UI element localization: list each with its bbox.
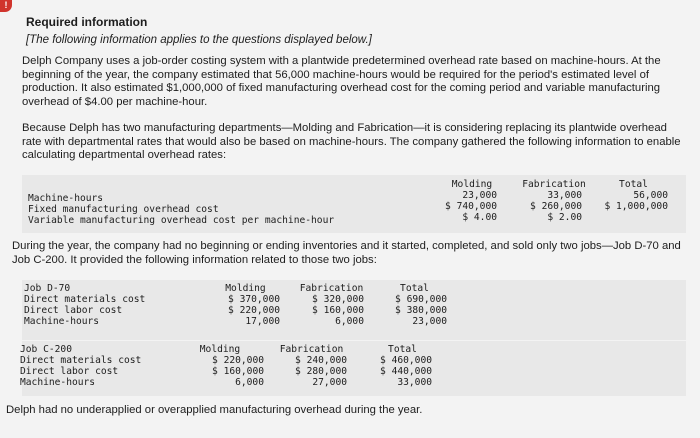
job-c200-cell: 33,000 bbox=[397, 377, 432, 388]
dept-cell: $ 4.00 bbox=[462, 212, 497, 223]
dept-cell: $ 740,000 bbox=[445, 201, 497, 212]
dept-cell: $ 1,000,000 bbox=[604, 201, 668, 212]
job-c200-cell: 6,000 bbox=[235, 377, 264, 388]
job-d70-row-label: Direct labor cost bbox=[24, 305, 123, 316]
dept-cell: 56,000 bbox=[633, 190, 668, 201]
job-c200-header-total: Total bbox=[388, 344, 417, 355]
job-d70-cell: $ 690,000 bbox=[395, 294, 447, 305]
jobs-paragraph: During the year, the company had no beginning or ending inventories and it started, completed, and sold only two jobs—Job D-70 and Job C-200. It provided the following information related to those two jobs: bbox=[12, 240, 681, 266]
dept-header-total: Total bbox=[619, 179, 648, 190]
job-c200-cell: $ 240,000 bbox=[295, 355, 347, 366]
dept-cell: 33,000 bbox=[547, 190, 582, 201]
job-d70-header-molding: Molding bbox=[225, 283, 266, 294]
closing-paragraph: Delph had no underapplied or overapplied manufacturing overhead during the year. bbox=[6, 404, 423, 416]
job-d70-title: Job D-70 bbox=[24, 283, 71, 294]
dept-table bbox=[22, 175, 686, 233]
job-c200-title: Job C-200 bbox=[20, 344, 72, 355]
job-d70-header-total: Total bbox=[400, 283, 429, 294]
dept-header-molding: Molding bbox=[451, 179, 493, 190]
job-c200-header-molding: Molding bbox=[199, 344, 241, 355]
job-c200-cell: $ 440,000 bbox=[380, 366, 432, 377]
job-d70-cell: $ 320,000 bbox=[312, 294, 364, 305]
job-d70-cell: $ 380,000 bbox=[395, 305, 447, 316]
job-c200-cell: $ 220,000 bbox=[212, 355, 264, 366]
job-d70-row-label: Machine-hours bbox=[24, 316, 100, 327]
job-c200-row-label: Direct materials cost bbox=[20, 355, 142, 366]
job-d70-cell: $ 370,000 bbox=[228, 294, 280, 305]
job-d70-cell: 17,000 bbox=[245, 316, 280, 327]
section-title: Required information bbox=[26, 15, 148, 29]
job-d70-row-label: Direct materials cost bbox=[24, 294, 146, 305]
intro-paragraph: Delph Company uses a job-order costing system with a plantwide predetermined overhead rate based on machine-hours. At the beginning of the year, the company estimated that 56,000 machine-hours would be required for the period's estimated level of production. It also estimated $1,000,000 of fixed manufacturing overhead cost for the coming period and variable manufacturing overhead of $4.00 per machine-hour. bbox=[22, 55, 661, 108]
job-c200-row-label: Machine-hours bbox=[20, 377, 96, 388]
dept-header-fabrication: Fabrication bbox=[522, 179, 586, 190]
dept-cell: $ 2.00 bbox=[547, 212, 582, 223]
dept-cell: $ 260,000 bbox=[530, 201, 582, 212]
job-d70-cell: 6,000 bbox=[335, 316, 364, 327]
dept-row-label: Machine-hours bbox=[28, 193, 104, 204]
job-c200-table bbox=[22, 341, 686, 396]
job-d70-cell: 23,000 bbox=[412, 316, 447, 327]
departments-paragraph: Because Delph has two manufacturing departments—Molding and Fabrication—it is considering replacing its plantwide overhead rate with departmental rates that would also be based on machine-hours. The company gathered the following information to enable calculating departmental overhead rates: bbox=[22, 122, 681, 162]
job-c200-cell: $ 160,000 bbox=[212, 366, 264, 377]
job-c200-cell: 27,000 bbox=[312, 377, 347, 388]
job-d70-cell: $ 160,000 bbox=[312, 305, 364, 316]
job-c200-row-label: Direct labor cost bbox=[20, 366, 119, 377]
job-d70-header-fabrication: Fabrication bbox=[299, 283, 364, 294]
dept-row-label: Variable manufacturing overhead cost per machine-hour bbox=[28, 215, 335, 226]
job-c200-cell: $ 280,000 bbox=[295, 366, 347, 377]
job-c200-cell: $ 460,000 bbox=[380, 355, 432, 366]
job-d70-cell: $ 220,000 bbox=[228, 305, 280, 316]
dept-row-label: Fixed manufacturing overhead cost bbox=[28, 204, 219, 215]
section-note: [The following information applies to the questions displayed below.] bbox=[26, 34, 372, 46]
alert-icon: ! bbox=[0, 0, 12, 12]
dept-cell: 23,000 bbox=[462, 190, 497, 201]
job-c200-header-fabrication: Fabrication bbox=[279, 344, 344, 355]
job-d70-table bbox=[22, 280, 686, 340]
